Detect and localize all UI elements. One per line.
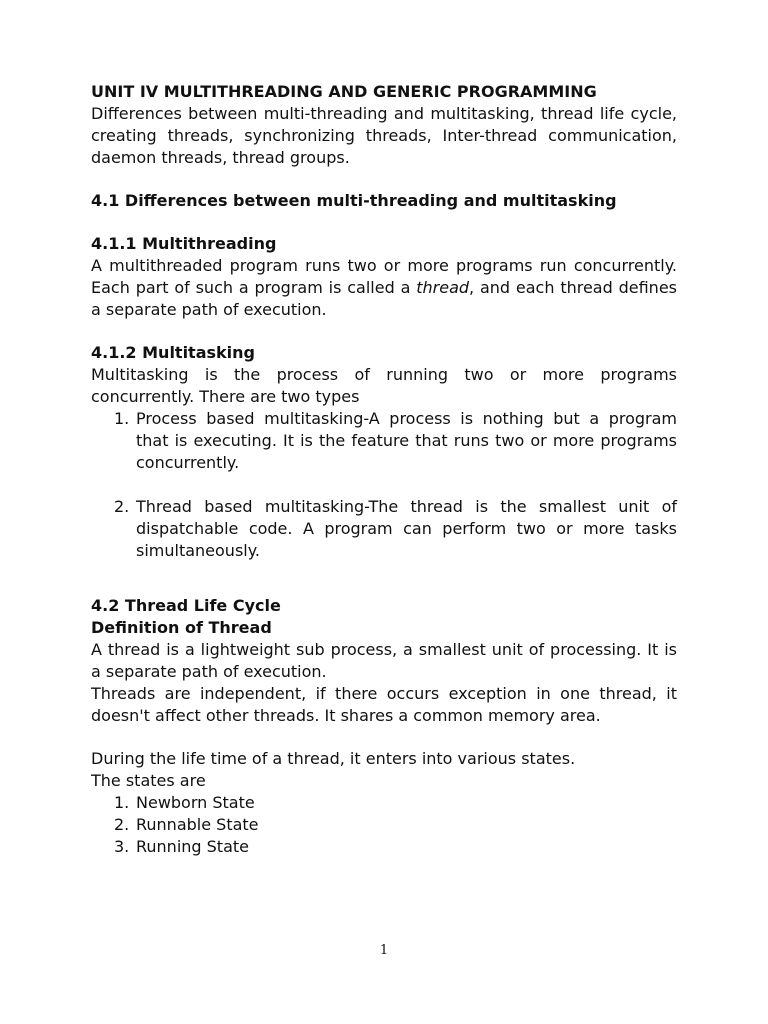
list-item: [91, 496, 677, 562]
list-item-number: 2.: [114, 815, 130, 834]
document-page: [91, 81, 677, 858]
thread-emphasis: thread: [416, 278, 470, 297]
list-item: [91, 408, 677, 474]
states-intro-line-2: The states are: [91, 771, 206, 790]
section-4-1-heading: 4.1 Differences between multi-threading and multitasking: [91, 191, 617, 210]
list-item: [91, 836, 677, 858]
multitasking-intro: Multitasking is the process of running two or more programs concurrently. There are two types: [91, 365, 677, 406]
unit-syllabus: Differences between multi-threading and multitasking, thread life cycle, creating threads, synchronizing threads, Inter-thread communication, daemon threads, thread groups.: [91, 104, 677, 167]
thread-states-list: [91, 792, 677, 858]
page-number: 1: [379, 943, 389, 958]
list-item-text: Running State: [136, 837, 249, 856]
list-item-text: Runnable State: [136, 815, 259, 834]
multitasking-types-list: [91, 408, 677, 562]
list-item-text: Process based multitasking-A process is nothing but a program that is executing. It is the feature that runs two or more programs concurrently.: [136, 409, 677, 472]
list-item-number: 1.: [114, 793, 130, 812]
thread-definition: A thread is a lightweight sub process, a smallest unit of processing. It is a separate path of execution.: [91, 640, 677, 681]
list-item: [91, 814, 677, 836]
list-item-text: Thread based multitasking-The thread is the smallest unit of dispatchable code. A program can perform two or more tasks simultaneously.: [136, 497, 677, 560]
states-intro-line-1: During the life time of a thread, it enters into various states.: [91, 749, 576, 768]
list-item: [91, 792, 677, 814]
section-4-1-1-heading: 4.1.1 Multithreading: [91, 234, 277, 253]
unit-title: UNIT IV MULTITHREADING AND GENERIC PROGRAMMING: [91, 82, 597, 101]
list-item-text: Newborn State: [136, 793, 255, 812]
list-item-number: 1.: [114, 409, 130, 428]
thread-independence: Threads are independent, if there occurs exception in one thread, it doesn't affect other threads. It shares a common memory area.: [91, 684, 677, 725]
list-item-number: 2.: [114, 497, 130, 516]
list-item-number: 3.: [114, 837, 130, 856]
multithreading-paragraph: [91, 255, 677, 321]
definition-heading: Definition of Thread: [91, 618, 272, 637]
multithreading-text-after: , and each thread defines a separate path of execution.: [91, 278, 678, 319]
section-4-2-heading: 4.2 Thread Life Cycle: [91, 596, 281, 615]
section-4-1-2-heading: 4.1.2 Multitasking: [91, 343, 255, 362]
multithreading-text-before: A multithreaded program runs two or more programs run concurrently. Each part of such a program is called a: [91, 256, 677, 297]
